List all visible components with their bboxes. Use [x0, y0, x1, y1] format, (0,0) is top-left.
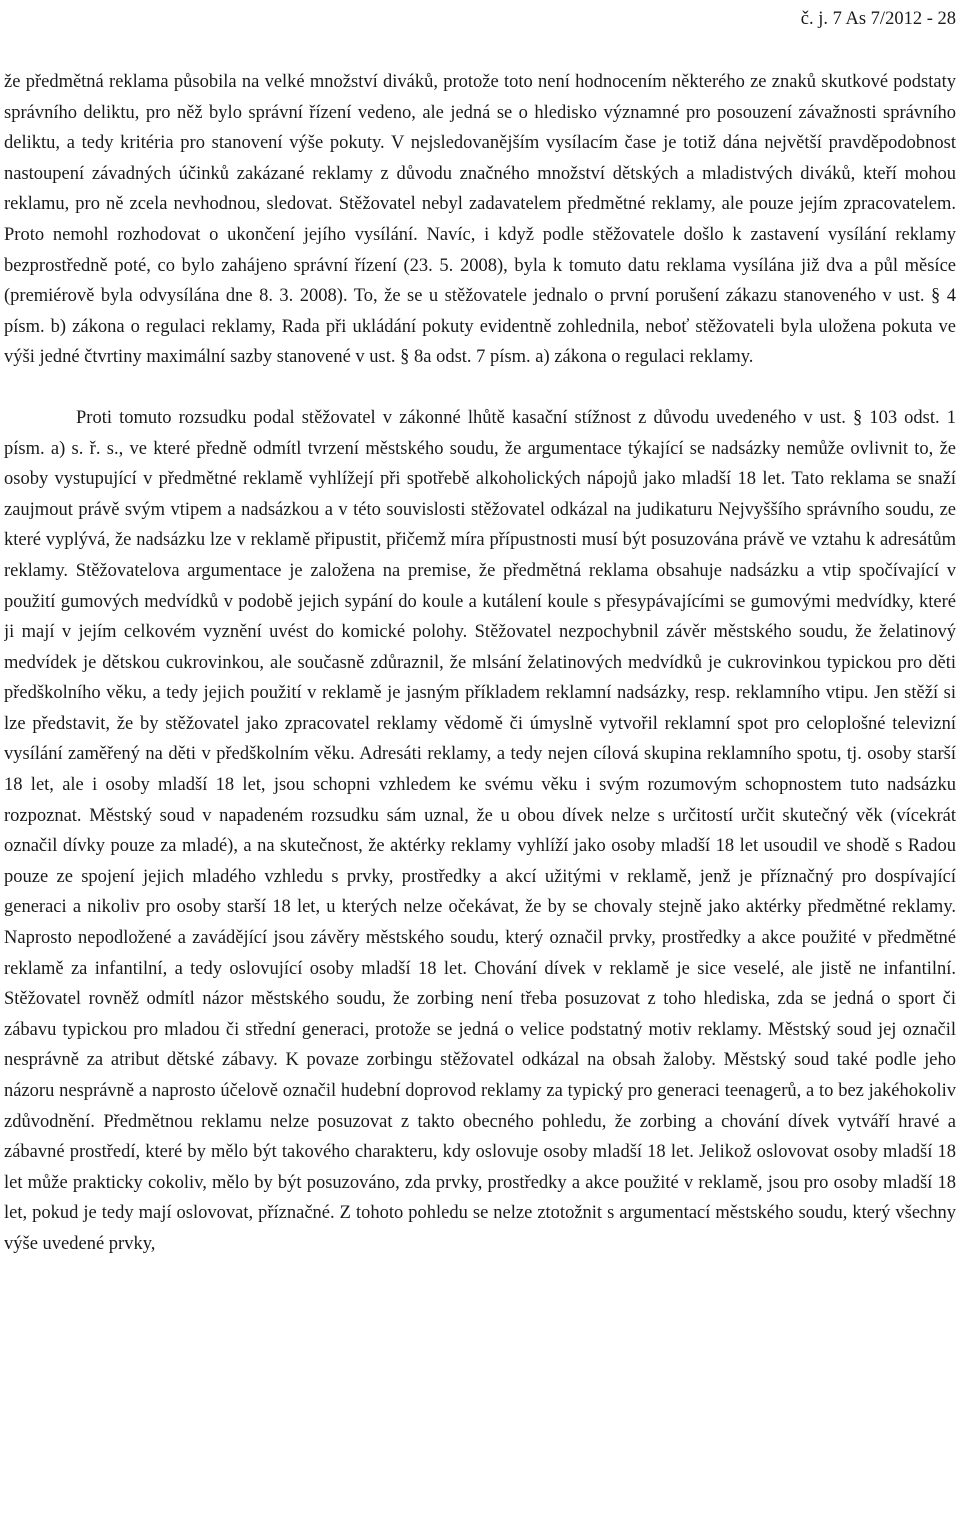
document-page — [4, 0, 956, 1521]
paragraph-continued: že předmětná reklama působila na velké množství diváků, protože toto není hodnocením některého ze znaků skutkové podstaty správního deliktu, pro něž bylo správní řízení vedeno, ale jedná se o hledisko významné pro posouzení závažnosti správního deliktu, a tedy kritéria pro stanovení výše pokuty. V nejsledovanějším vysílacím čase je totiž dána největší pravděpodobnost nastoupení závadných účinků zakázané reklamy z důvodu značného množství dětských a mladistvých diváků, kteří mohou reklamu, pro ně zcela nevhodnou, sledovat. Stěžovatel nebyl zadavatelem předmětné reklamy, ale pouze jejím zpracovatelem. Proto nemohl rozhodovat o ukončení jejího vysílání. Navíc, i když podle stěžovatele došlo k zastavení vysílání reklamy bezprostředně poté, co bylo zahájeno správní řízení (23. 5. 2008), byla k tomuto datu reklama vysílána již dva a půl měsíce (premiérově byla odvysílána dne 8. 3. 2008). To, že se u stěžovatele jednalo o první porušení zákazu stanoveného v ust. § 4 písm. b) zákona o regulaci reklamy, Rada při ukládání pokuty evidentně zohlednila, neboť stěžovateli byla uložena pokuta ve výši jedné čtvrtiny maximální sazby stanovené v ust. § 8a odst. 7 písm. a) zákona o regulaci reklamy. — [4, 72, 956, 368]
case-number-header: č. j. 7 As 7/2012 - 28 — [800, 9, 956, 29]
paragraph-spacer — [4, 373, 956, 403]
paragraph-cassation-complaint: Proti tomuto rozsudku podal stěžovatel v zákonné lhůtě kasační stížnost z důvodu uvedeného v ust. § 103 odst. 1 písm. a) s. ř. s., ve které předně odmítl tvrzení městského soudu, že argumentace týkající se nadsázky nemůže ovlivnit to, že osoby vystupující v předmětné reklamě vyhlížejí při spotřebě alkoholických nápojů jako mladší 18 let. Tato reklama se snaží zaujmout právě svým vtipem a nadsázkou a v této souvislosti stěžovatel odkázal na judikaturu Nejvyššího správního soudu, ze které vyplývá, že nadsázku lze v reklamě připustit, přičemž míra přípustnosti musí být posuzována právě ve vztahu k adresátům reklamy. Stěžovatelova argumentace je založena na premise, že předmětná reklama obsahuje nadsázku a vtip spočívající v použití gumových medvídků v podobě jejich sypání do koule a kutálení koule s přesypávajícími se gumovými medvídky, které ji mají v jejím celkovém vyznění uvést do komické polohy. Stěžovatel nezpochybnil závěr městského soudu, že želatinový medvídek je dětskou cukrovinkou, ale současně zdůraznil, že mlsání želatinových medvídků je cukrovinkou typickou pro děti předškolního věku, a tedy jejich použití v reklamě je jasným příkladem reklamní nadsázky, resp. reklamního vtipu. Jen stěží si lze představit, že by stěžovatel jako zpracovatel reklamy vědomě či úmyslně vytvořil reklamní spot pro celoplošné televizní vysílání zaměřený na děti v předškolním věku. Adresáti reklamy, a tedy nejen cílová skupina reklamního spotu, tj. osoby starší 18 let, ale i osoby mladší 18 let, jsou schopni vzhledem ke svému věku i svým rozumovým schopnostem tuto nadsázku rozpoznat. Městský soud v napadeném rozsudku sám uznal, že u obou dívek nelze s určitostí určit skutečný věk (vícekrát označil dívky pouze za mladé), a na skutečnost, že aktérky reklamy vyhlíží jako osoby mladší 18 let usoudil ve shodě s Radou pouze ze spojení jejich mladého vzhledu s prvky, prostředky a akcí užitými v reklamě, jenž je příznačný pro dospívající generaci a nikoliv pro osoby starší 18 let, u kterých nelze očekávat, že by se chovaly stejně jako aktérky předmětné reklamy. Naprosto nepodložené a zavádějící jsou závěry městského soudu, který označil prvky, prostředky a akce použité v předmětné reklamě za infantilní, a tedy oslovující osoby mladší 18 let. Chování dívek v reklamě je sice veselé, ale jistě ne infantilní. Stěžovatel rovněž odmítl názor městského soudu, že zorbing není třeba posuzovat z toho hlediska, zda se jedná o sport či zábavu typickou pro mladou či střední generaci, protože se jedná o velice podstatný motiv reklamy. Městský soud jej označil nesprávně za atribut dětské zábavy. K povaze zorbingu stěžovatel odkázal na obsah žaloby. Městský soud také podle jeho názoru nesprávně a naprosto účelově označil hudební doprovod reklamy za typický pro generaci teenagerů, a to bez jakéhokoliv zdůvodnění. Předmětnou reklamu nelze posuzovat z takto obecného pohledu, že zorbing a chování dívek vytváří hravé a zábavné prostředí, které by mělo být takového charakteru, kdy oslovuje osoby mladší 18 let. Jelikož oslovovat osoby mladší 18 let může prakticky cokoliv, mělo by být posuzováno, zda prvky, prostředky a akce použité v reklamě, jsou pro osoby mladší 18 let, pokud je tedy mají oslovovat, příznačné. Z tohoto pohledu se nelze ztotožnit s argumentací městského soudu, který všechny výše uvedené prvky, — [4, 407, 956, 1254]
